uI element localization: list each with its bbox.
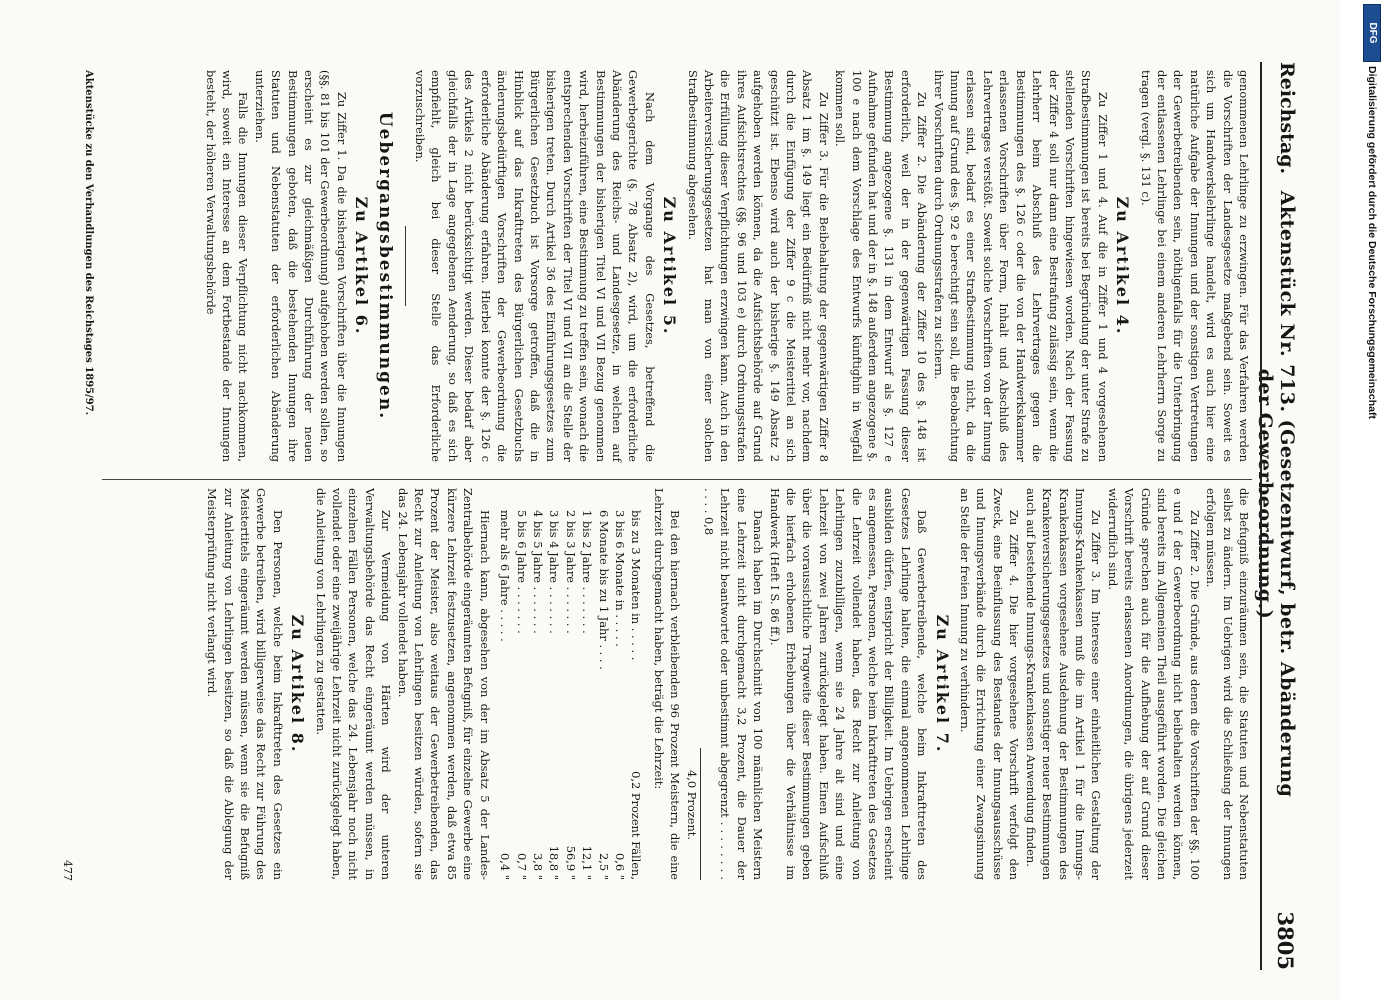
paragraph: Nach dem Vorgange des Gesetzes, betreffend die Gewerbegerichte (§. 78 Absatz 2), wird, um die erforderliche Abänderung des Reichs- und Landesgesetze, in welchen auf Bestimmungen der bisherigen Titel VI und VII Bezug genommen wird, herbeizuführen, eine Bestimmung zu treffen sein, wonach die entsprechenden Vorschriften der Titel VI und VII an die Stelle der bisherigen treten. Durch Artikel 36 des Einführungsgesetzes zum Bürgerlichen Gesetzbuch ist Vorsorge getroffen, daß die in Hinblick auf das Inkrafttreten des Bürgerlichen Gesetzbuchs änderungsbedürftigen Vorschriften der Gewerbeordnung die erforderliche Abänderung erfahren. Hierbei konnte der §. 126 c des Artikels 2 nicht berücksichtigt werden. Dieser bedarf aber gleichfalls der in Lage angegebenen Aenderung, so daß es sich empfiehlt, gleich bei dieser Stelle das Erforderliche vorzuschreiben. [413,70,657,462]
table-cell-value: 0,2 Prozent Fällen, [629,771,644,880]
paragraph: Zur Vermeidung von Härten wird der unteren Verwaltungsbehörde das Recht eingeräumt werden müssen, in einzelnen Fällen Personen, welche das 24. Lebensjahr noch nicht vollendet oder eine zweijährige Lehrzeit nicht zurückgelegt haben, die Anleitung von Lehrlingen zu gestatten. [313,488,394,880]
table-row [612,488,628,880]
heading-artikel-4: Zu Artikel 4. [1113,196,1133,336]
dfg-logo [1363,4,1381,62]
footer-source: Aktenstücke zu den Verhandlungen des Reichstages 1895/97. [83,70,94,416]
heading-artikel-6: Zu Artikel 6. [352,196,372,336]
table-cell-label: 4 bis 5 Jahre . . . . . . . [530,510,545,634]
header-left: Reichstag. [1276,62,1298,175]
table-row [562,488,578,880]
page-header [1254,62,1298,970]
table-cell-value: 12,1 " [580,845,595,880]
table-cell-value: 0,7 " [514,853,529,880]
table-row [579,488,595,880]
table-cell-value: 56,9 " [563,845,578,880]
table-cell-label: 5 bis 6 Jahre . . . . . . . [514,510,529,634]
table-cell-value: 2,5 " [596,853,611,880]
paragraph: Zu Ziffer 4. Die hier vorgesehene Vorschrift verfolgt den Zweck, eine Beeinflussung des Bestandes der Innungsausschüsse und Innungsverbände durch die Errichtung einer Zwangsinnung an Stelle der freien Innung zu verhindern. [958,488,1022,880]
table-cell-label: 1 bis 2 Jahre . . . . . . . [580,510,595,634]
header-rule [1260,62,1262,970]
column-divider [102,479,1252,480]
table-cell-value: 18,8 " [547,845,562,880]
left-column [202,70,1252,462]
paragraph: Falls die Innungen dieser Verpflichtung nicht nachkommen, wird, soweit ein Interesse an dem Fortbestande der Innungen besteht, der höheren Verwaltungsbehörde [203,70,251,462]
paragraph: Bei den hiernach verbleibenden 96 Prozent Meistern, die eine Lehrzeit durchgemacht haben, beträgt die Lehrzeit: [651,488,683,880]
heading-uebergangsbestimmungen: Uebergangsbestimmungen. [374,111,395,421]
paragraph: genommenen Lehrlinge zu erzwingen. Für das Verfahren werden die Vorschriften der Landesgesetze maßgebend sein. Soweit es sich um Handwerkslehrlinge handelt, wird es auch hier eine natürliche Aufgabe der Innungen und der sonstigen Vertretungen der Gewerbetreibenden sein, nöthigenfalls für die Unterbringung der entlassenen Lehrlinge bei einem anderen Lehrherrn Sorge zu tragen (vergl. §. 131 c). [1138,70,1251,462]
table-row [497,488,513,880]
lehrzeit-table [497,488,645,880]
table-cell-label: 2 bis 3 Jahre . . . . . . . [563,510,578,634]
table-row [628,488,644,880]
table-cell-label: 6 Monate bis zu 1 Jahr . . . . [596,510,611,670]
paragraph: Zu Ziffer 2. Die Gründe, aus denen die Vorschriften der §§. 100 e und f der Gewerbeordnung nicht beibehalten werden können, sind bereits im Allgemeinen Theil ausgeführt worden. Die gleichen Gründe sprechen auch für die Aufhebung der auf Grund dieser Vorschrift bereits erlassenen Anordnungen, die übrigens jederzeit widerruflich sind. [1105,488,1202,880]
heading-artikel-7: Zu Artikel 7. [932,614,952,754]
paragraph: Den Personen, welche beim Inkrafttreten des Gesetzes ein Gewerbe betreiben, wird billigerweise das Recht zur Führung des Meistertitels eingeräumt werden müssen, wenn sie die Befugniß zur Anleitung von Lehrlingen besitzen, so daß die Ablegung der Meisterprüfung nicht verlangt wird. [205,488,285,880]
table-cell-label: mehr als 6 Jahre . . . . . [498,510,513,642]
table-cell-value: 3,8 " [530,853,545,880]
heading-artikel-8: Zu Artikel 8. [288,614,308,754]
paragraph: Zu Ziffer 1 und 4. Auf die in Ziffer 1 und 4 vorgesehenen Strafbestimmungen ist bereits bei Begründung der unter Strafe zu stellenden Vorschriften hingewiesen worden. Nach der Fassung der Ziffer 4 soll nur dann eine Bestrafung zulässig sein, wenn die Lehrherr beim Abschluß des Lehrvertrages gegen die Bestimmungen des §. 126 c oder die von der Handwerkskammer erlassenen Vorschriften über Form, Inhalt und Abschluß des Lehrvertrages verstößt. Soweit solche Vorschriften von der Innung erlassen sind, bedarf es einer Strafbestimmung nicht, da die Innung auf Grund des §. 92 e berechtigt sein soll, die Beobachtung ihrer Vorschriften durch Ordnungsstrafen zu sichern. [931,70,1110,462]
table-row [546,488,562,880]
paragraph: Danach haben im Durchschnitt von 100 männlichen Meistern eine Lehrzeit nicht durchgemacht 3,2 Prozent, die Dauer der Lehrzeit nicht beantwortet oder unbestimmt abgegrenzt . . . . . . . . . . . . 0,8 [702,488,766,880]
table-row [530,488,546,880]
paragraph: Hiernach kann, abgesehen von der im Absatz 5 der Landes-Zentralbehörde eingeräumten Befugniß, für einzelne Gewerbe eine kürzere Lehrzeit festzusetzen, angenommen werden, daß etwa 85 Prozent der Meister, also weitaus der Gewerbetreibenden, das Recht zur Anleitung von Lehrlingen besitzen würden, sofern sie das 24. Lebensjahr vollendet haben. [395,488,492,880]
header-title: Aktenstück Nr. 713. (Gesetzentwurf, betr. Abänderung der Gewerbeordnung.) [1254,190,1298,798]
table-cell-value: 0,4 " [498,853,513,880]
paragraph: Zu Ziffer 2. Die Abänderung der Ziffer 10 des §. 148 ist erforderlich, weil der in der gegenwärtigen Fassung dieser Bestimmung angezogene §. 131 in dem Entwurf als §. 127 e Aufnahme gefunden hat und der in §. 148 außerdem angezogene §. 100 e nach dem Vorschlage des Entwurfs künftighin in Wegfall kommen soll. [833,70,930,462]
table-total [683,748,700,880]
table-cell-label: 3 bis 6 Monate in . . . . . [612,510,627,647]
page-number: 3805 [1273,911,1298,970]
right-column [204,488,1252,880]
paragraph: Zu Ziffer 3. Im Interesse einer einheitlichen Gestaltung der Innungs-Krankenkassen muß die im Artikel 1 für die Innungs-Krankenkassen vorgesehene Ausdehnung der Bestimmungen des Krankenversicherungsgesetzes und sonstiger neuer Bestimmungen auch auf bestehende Innungs-Krankenkassen Anwendung finden. [1023,488,1104,880]
paragraph: Daß Gewerbetreibende, welche beim Inkrafttreten des Gesetzes Lehrlinge halten, die einmal angenommenen Lehrlinge ausbilden dürfen, entspricht der Billigkeit. Im Uebrigen erscheint es angemessen, Personen, welche beim Inkrafttreten des Gesetzes die Lehrzeit vollendet haben, das Recht zur Anleitung von Lehrlingen zuzubilligen, wenn sie 24 Jahre alt sind und eine Lehrzeit von zwei Jahren zurückgelegt haben. Einen Aufschluß über die voraussichtliche Tragweite dieser Bestimmungen geben die hierfach erhobenen Erhebungen über die Verhältnisse im Handwerk (Heft I S. 86 ff.). [767,488,930,880]
dfg-logo-text: DFG [1367,22,1378,44]
table-total-value: 4,0 Prozent. [684,770,699,840]
table-row [595,488,611,880]
paragraph: Zu Ziffer 1. Da die bisherigen Vorschriften über die Innungen (§§. 81 bis 101 der Gewerbeordnung) aufgehoben werden sollen, so erscheint es zur gleichmäßigen Durchführung der neuen Bestimmungen geboten, daß die bestehenden Innungen ihre Statuten und Nebenstatuten der erforderlichen Abänderung unterziehen. [252,70,349,462]
table-cell-label: bis zu 3 Monaten in . . . . . [629,510,644,661]
digitization-credit: Digitalisierung gefördert durch die Deutsche Forschungsgemeinschaft [1366,66,1378,419]
table-cell-label: 3 bis 4 Jahre . . . . . . . [547,510,562,634]
paragraph: Zu Ziffer 3. Für die Beibehaltung der gegenwärtigen Ziffer 8 Absatz 1 im §. 149 liegt ein Bedürfniß nicht mehr vor, nachdem durch die Einfügung der Ziffer 9 c die Meisterittel an sich geschützt ist. Ebenso wird auch der bisherige §. 149 Absatz 2 aufgehoben werden können, da die Aufsichtsbehörde auf Grund ihres Aufsichtsrechtes (§§. 96 und 103 e) durch Ordnungsstrafen die Erfüllung dieser Verpflichtungen erzwingen kann. Auch in den Arbeiterversicherungsgesetzen hat man von einer solchen Strafbestimmung abgesehen. [685,70,831,462]
table-row [513,488,529,880]
paragraph: die Befugniß einzuräumen sein, die Statuten und Nebenstatuten selbst zu ändern. Im Uebrigen wird die Schließung der Innungen erfolgen müssen. [1204,488,1251,880]
table-cell-value: 0,6 " [612,853,627,880]
section-divider [405,226,406,306]
heading-artikel-5: Zu Artikel 5. [660,196,680,336]
footer-signature: 477 [61,860,74,881]
